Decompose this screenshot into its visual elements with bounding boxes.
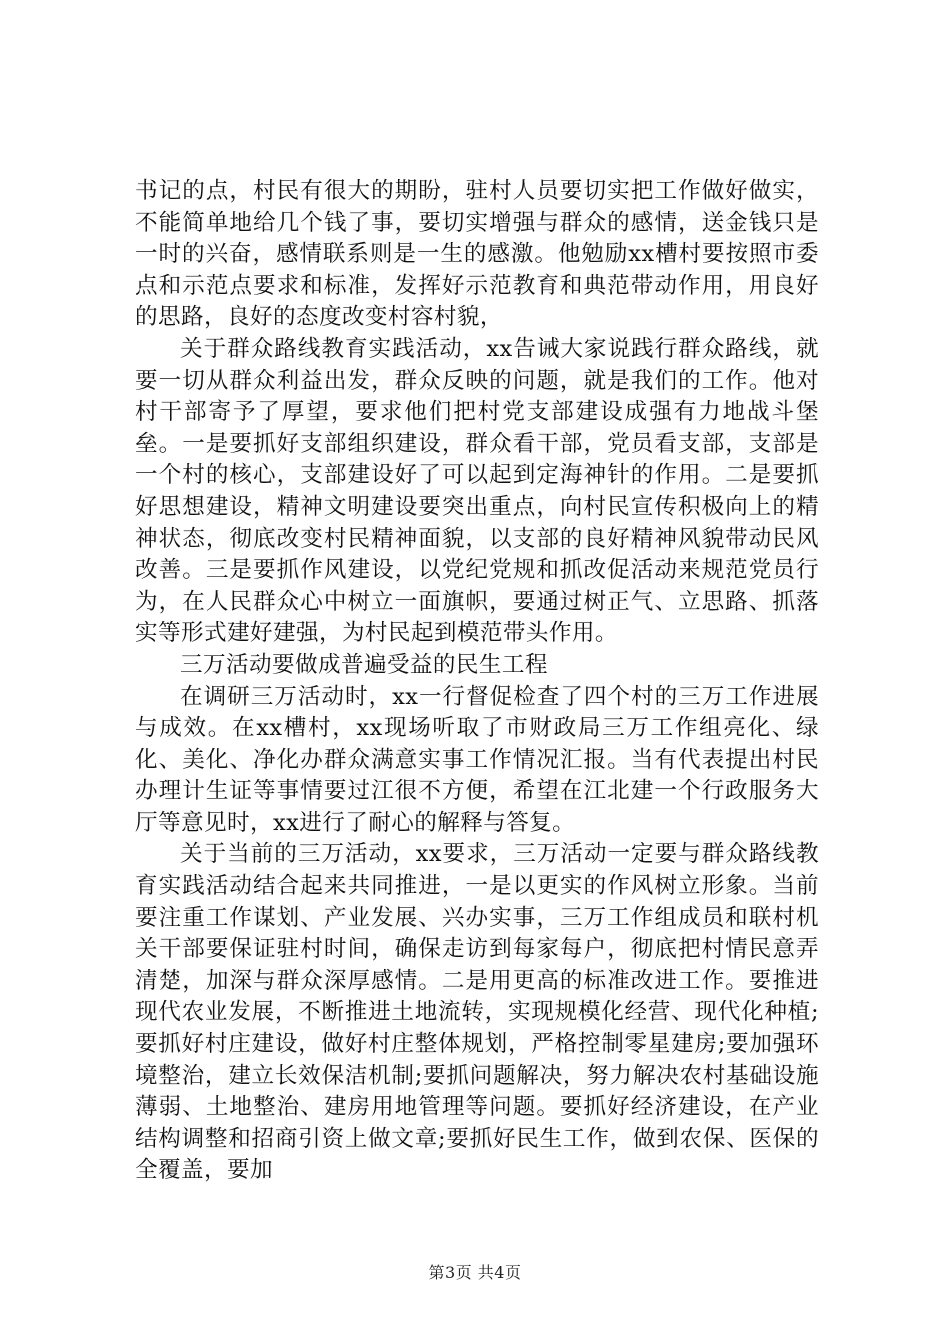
paragraph-4: 关于当前的三万活动，xx要求，三万活动一定要与群众路线教育实践活动结合起来共同推进，一是以更实的作风树立形象。当前要注重工作谋划、产业发展、兴办实事，三万工作组成员和联村机关干部要保证驻村时间，确保走访到每家每户，彻底把村情民意弄清楚，加深与群众深厚感情。二是用更高的标准改进工作。要推进现代农业发展，不断推进土地流转，实现规模化经营、现代化种植;要抓好村庄建设，做好村庄整体规划，严格控制零星建房;要加强环境整治，建立长效保洁机制;要抓问题解决，努力解决农村基础设施薄弱、土地整治、建房用地管理等问题。要抓好经济建设，在产业结构调整和招商引资上做文章;要抓好民生工作，做到农保、医保的全覆盖，要加 xyxy=(135,841,819,1184)
paragraph-3: 在调研三万活动时，xx一行督促检查了四个村的三万工作进展与成效。在xx槽村，xx现场听取了市财政局三万工作组亮化、绿化、美化、净化办群众满意实事工作情况汇报。当有代表提出村民办理计生证等事情要过江很不方便，希望在江北建一个行政服务大厅等意见时，xx进行了耐心的解释与答复。 xyxy=(135,683,819,836)
paragraph-1: 书记的点，村民有很大的期盼，驻村人员要切实把工作做好做实，不能简单地给几个钱了事，要切实增强与群众的感情，送金钱只是一时的兴奋，感情联系则是一生的感激。他勉励xx槽村要按照市委点和示范点要求和标准，发挥好示范教育和典范带动作用，用良好的思路，良好的态度改变村容村貌， xyxy=(135,178,819,331)
paragraph-2: 关于群众路线教育实践活动，xx告诫大家说践行群众路线，就要一切从群众利益出发，群众反映的问题，就是我们的工作。他对村干部寄予了厚望，要求他们把村党支部建设成强有力地战斗堡垒。一是要抓好支部组织建设，群众看干部，党员看支部，支部是一个村的核心，支部建设好了可以起到定海神针的作用。二是要抓好思想建设，精神文明建设要突出重点，向村民宣传积极向上的精神状态，彻底改变村民精神面貌，以支部的良好精神风貌带动民风改善。三是要抓作风建设，以党纪党规和抓改促活动来规范党员行为，在人民群众心中树立一面旗帜，要通过树正气、立思路、抓落实等形式建好建强，为村民起到模范带头作用。 xyxy=(135,335,819,647)
page-number-footer: 第3页 共4页 xyxy=(428,1263,522,1282)
section-heading: 三万活动要做成普遍受益的民生工程 xyxy=(180,651,548,678)
document-body xyxy=(135,176,819,1187)
